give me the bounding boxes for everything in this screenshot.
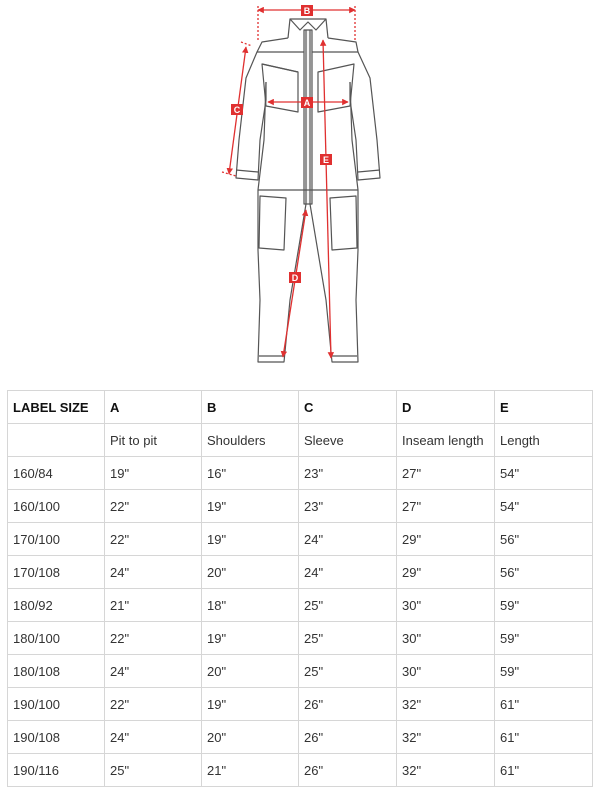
cell-b: 20" (202, 721, 299, 754)
description-e: Length (495, 424, 593, 457)
cell-e: 61" (495, 721, 593, 754)
cell-d: 32" (397, 721, 495, 754)
cell-e: 59" (495, 589, 593, 622)
svg-text:C: C (233, 105, 241, 115)
description-empty (8, 424, 105, 457)
cell-d: 27" (397, 490, 495, 523)
cell-label-size: 180/108 (8, 655, 105, 688)
marker-e (320, 154, 332, 165)
cell-b: 19" (202, 622, 299, 655)
cell-d: 29" (397, 523, 495, 556)
table-row (8, 589, 593, 622)
svg-text:D: D (291, 273, 299, 283)
cell-d: 32" (397, 754, 495, 787)
cell-e: 59" (495, 622, 593, 655)
cell-label-size: 170/100 (8, 523, 105, 556)
cell-c: 25" (299, 655, 397, 688)
cell-c: 23" (299, 457, 397, 490)
cell-e: 56" (495, 556, 593, 589)
cell-e: 56" (495, 523, 593, 556)
cell-d: 30" (397, 589, 495, 622)
cell-a: 22" (105, 622, 202, 655)
table-row (8, 622, 593, 655)
cell-a: 22" (105, 490, 202, 523)
cell-e: 54" (495, 457, 593, 490)
cell-label-size: 180/100 (8, 622, 105, 655)
cell-label-size: 160/84 (8, 457, 105, 490)
cell-b: 19" (202, 688, 299, 721)
cell-b: 21" (202, 754, 299, 787)
cell-label-size: 190/100 (8, 688, 105, 721)
cell-label-size: 160/100 (8, 490, 105, 523)
header-c: C (299, 391, 397, 424)
coverall-outline (233, 19, 380, 362)
cell-b: 20" (202, 556, 299, 589)
cell-a: 25" (105, 754, 202, 787)
size-chart-table (7, 390, 593, 787)
table-row (8, 457, 593, 490)
cell-d: 29" (397, 556, 495, 589)
description-d: Inseam length (397, 424, 495, 457)
cell-a: 19" (105, 457, 202, 490)
cell-b: 20" (202, 655, 299, 688)
cell-c: 23" (299, 490, 397, 523)
coverall-measurement-diagram (200, 0, 400, 372)
header-d: D (397, 391, 495, 424)
description-row (8, 424, 593, 457)
description-c: Sleeve (299, 424, 397, 457)
cell-d: 27" (397, 457, 495, 490)
cell-c: 26" (299, 754, 397, 787)
table-row (8, 721, 593, 754)
header-e: E (495, 391, 593, 424)
cell-b: 18" (202, 589, 299, 622)
cell-label-size: 190/116 (8, 754, 105, 787)
cell-b: 19" (202, 523, 299, 556)
cell-e: 54" (495, 490, 593, 523)
cell-a: 22" (105, 523, 202, 556)
cell-e: 61" (495, 754, 593, 787)
measurement-lines (222, 6, 355, 358)
cell-c: 24" (299, 523, 397, 556)
cell-a: 24" (105, 556, 202, 589)
cell-c: 25" (299, 622, 397, 655)
table-row (8, 754, 593, 787)
table-row (8, 688, 593, 721)
cell-label-size: 180/92 (8, 589, 105, 622)
description-b: Shoulders (202, 424, 299, 457)
cell-d: 30" (397, 622, 495, 655)
cell-a: 24" (105, 721, 202, 754)
cell-d: 32" (397, 688, 495, 721)
cell-d: 30" (397, 655, 495, 688)
table-row (8, 556, 593, 589)
svg-text:E: E (322, 155, 330, 165)
header-b: B (202, 391, 299, 424)
marker-b (301, 5, 313, 16)
cell-a: 24" (105, 655, 202, 688)
marker-d (289, 272, 301, 283)
marker-a (301, 97, 313, 108)
cell-c: 26" (299, 721, 397, 754)
cell-a: 21" (105, 589, 202, 622)
table-row (8, 655, 593, 688)
cell-b: 19" (202, 490, 299, 523)
cell-c: 25" (299, 589, 397, 622)
table-row (8, 523, 593, 556)
cell-a: 22" (105, 688, 202, 721)
description-a: Pit to pit (105, 424, 202, 457)
coverall-illustration (200, 0, 400, 372)
marker-c (231, 104, 243, 115)
cell-e: 59" (495, 655, 593, 688)
header-a: A (105, 391, 202, 424)
table-row (8, 490, 593, 523)
cell-label-size: 170/108 (8, 556, 105, 589)
cell-c: 26" (299, 688, 397, 721)
cell-c: 24" (299, 556, 397, 589)
cell-e: 61" (495, 688, 593, 721)
header-row (8, 391, 593, 424)
header-label-size: LABEL SIZE (8, 391, 105, 424)
cell-label-size: 190/108 (8, 721, 105, 754)
svg-text:A: A (303, 98, 311, 108)
svg-text:B: B (303, 6, 311, 16)
cell-b: 16" (202, 457, 299, 490)
